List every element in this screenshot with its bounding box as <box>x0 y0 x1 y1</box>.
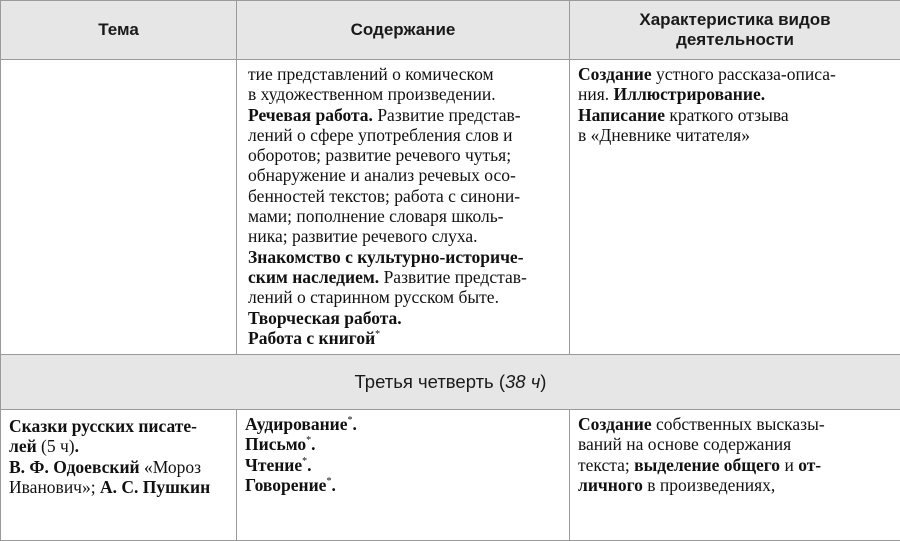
text-line: в художественном произведении. <box>248 84 563 104</box>
heritage-heading: Знакомство с культурно-историче- <box>248 247 524 267</box>
creative-work-heading: Творческая работа. <box>248 308 402 328</box>
text-span: ния. <box>578 84 614 104</box>
text-line <box>248 247 563 267</box>
writing-term: Письмо <box>245 434 306 454</box>
text-span: . <box>311 434 315 454</box>
text-line: в «Дневнике читателя» <box>578 125 894 145</box>
topic-title: Сказки русских писате- <box>9 416 197 436</box>
text-span: Развитие представ- <box>379 267 527 287</box>
table-row <box>1 60 900 355</box>
topic-title-cont: лей <box>9 436 37 456</box>
text-line: бенностей текстов; работа с синони- <box>248 186 563 206</box>
reading-term: Чтение <box>245 455 302 475</box>
illustrate-term: Иллюстрирование. <box>614 84 766 104</box>
footnote-mark: * <box>302 456 307 467</box>
topic-cell-empty <box>1 60 237 355</box>
author-name: А. С. Пушкин <box>100 477 210 497</box>
work-title: Иванович»; <box>9 477 100 497</box>
text-line: ника; развитие речевого слуха. <box>248 226 563 246</box>
text-line <box>245 414 563 434</box>
footnote-mark: * <box>326 476 331 487</box>
text-span: Развитие представ- <box>373 105 521 125</box>
text-span: в произведениях, <box>643 475 775 495</box>
text-line <box>245 434 563 454</box>
text-line: лений о старинном русском быте. <box>248 287 563 307</box>
speaking-term: Говорение <box>245 475 326 495</box>
text-line <box>578 64 894 84</box>
text-line <box>248 105 563 125</box>
text-line <box>245 455 563 475</box>
quarter-hours: 38 ч <box>505 371 540 392</box>
content-cell <box>237 410 570 541</box>
text-line: тие представлений о комическом <box>248 64 563 84</box>
book-work-heading: Работа с книгой <box>248 328 375 348</box>
text-line <box>578 105 894 125</box>
text-line: ваний на основе содержания <box>578 434 894 454</box>
common-term: выделение общего <box>634 455 780 475</box>
text-line <box>578 455 894 475</box>
table-header-row <box>1 1 900 60</box>
table-row <box>1 410 900 541</box>
text-span: устного рассказа-описа- <box>652 64 836 84</box>
header-content: Содержание <box>237 1 570 60</box>
activity-cell <box>570 410 900 541</box>
text-span: собственных высказы- <box>652 414 825 434</box>
header-activity-line1: Характеристика видов <box>570 10 900 30</box>
text-span: . <box>75 436 79 456</box>
text-span: . <box>307 455 311 475</box>
text-line: мами; пополнение словаря школь- <box>248 206 563 226</box>
footnote-mark: * <box>348 415 353 426</box>
text-line <box>9 436 230 456</box>
text-span: текста; <box>578 455 634 475</box>
content-cell <box>237 60 570 355</box>
work-title: «Мороз <box>140 457 201 477</box>
heritage-heading-cont: ским наследием. <box>248 267 379 287</box>
distinct-term: от- <box>798 455 821 475</box>
text-line <box>248 308 563 328</box>
footnote-mark: * <box>306 436 311 447</box>
topic-cell <box>1 410 237 541</box>
topic-hours: (5 ч) <box>37 436 75 456</box>
header-topic: Тема <box>1 1 237 60</box>
text-line <box>248 328 563 348</box>
quarter-heading <box>1 355 900 410</box>
create-term: Создание <box>578 64 652 84</box>
listening-term: Аудирование <box>245 414 348 434</box>
write-term: Написание <box>578 105 665 125</box>
header-activity <box>570 1 900 60</box>
text-line <box>578 84 894 104</box>
quarter-label: Третья четверть ( <box>355 371 505 392</box>
text-span: . <box>331 475 335 495</box>
text-span: . <box>353 414 357 434</box>
quarter-row <box>1 355 900 410</box>
header-activity-line2: деятельности <box>570 30 900 50</box>
text-span: и <box>780 455 798 475</box>
text-line <box>245 475 563 495</box>
create-term: Создание <box>578 414 652 434</box>
quarter-close: ) <box>540 371 546 392</box>
activity-cell <box>570 60 900 355</box>
speech-work-heading: Речевая работа. <box>248 105 373 125</box>
text-line <box>578 475 894 495</box>
text-line <box>9 416 230 436</box>
text-line: обнаружение и анализ речевых осо- <box>248 165 563 185</box>
footnote-mark: * <box>375 329 380 340</box>
text-line <box>9 457 230 477</box>
text-line <box>578 414 894 434</box>
text-line: лений о сфере употребления слов и <box>248 125 563 145</box>
author-name: В. Ф. Одоевский <box>9 457 140 477</box>
text-line <box>9 477 230 497</box>
distinct-term-cont: личного <box>578 475 643 495</box>
text-line: оборотов; развитие речевого чутья; <box>248 145 563 165</box>
text-span: краткого отзыва <box>665 105 789 125</box>
text-line <box>248 267 563 287</box>
